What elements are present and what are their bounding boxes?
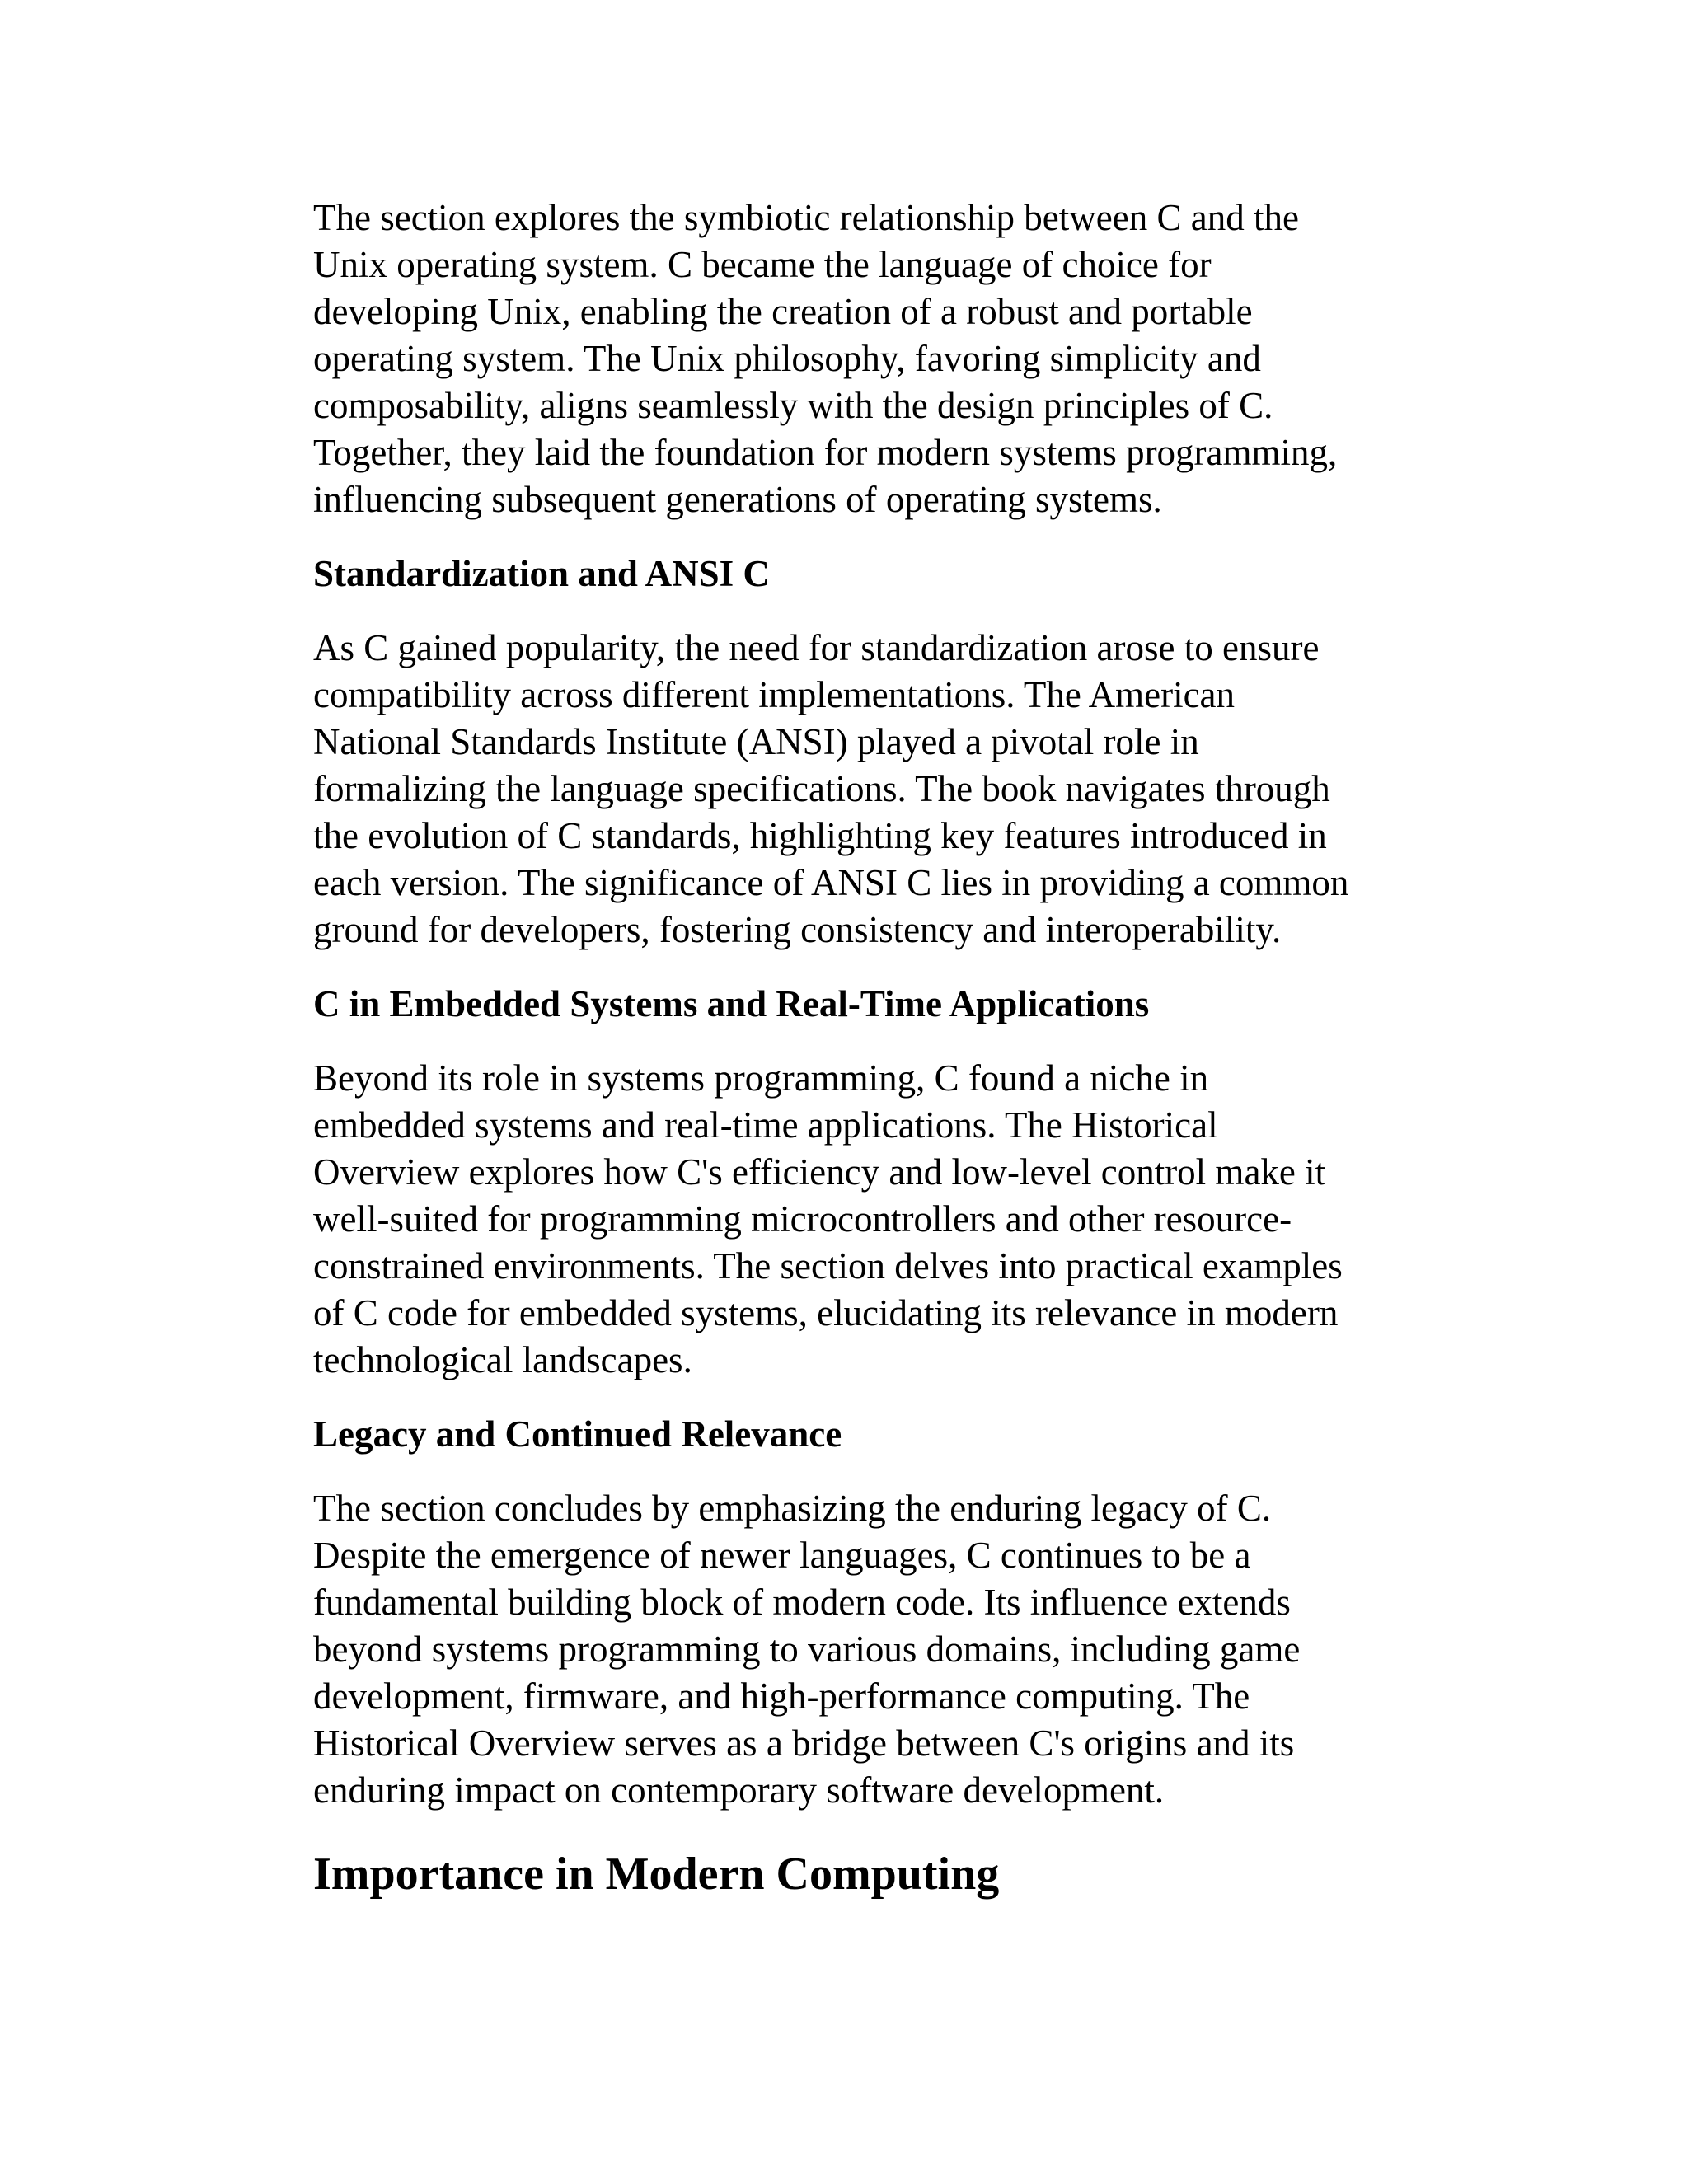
section-title-modern-computing: Importance in Modern Computing <box>313 1849 1000 1900</box>
heading-legacy: Legacy and Continued Relevance <box>313 1413 842 1455</box>
paragraph-unix-relationship: The section explores the symbiotic relationship between C and the Unix operating system. C became the language of choice for developing Unix, enabling the creation of a robust and portable operating system. The Unix philosophy, favoring simplicity and composability, aligns seamlessly with the design principles of C. Together, they laid the foundation for modern systems programming, influencing subsequent generations of operating systems. <box>313 197 1338 520</box>
paragraph-embedded-systems: Beyond its role in systems programming, C found a niche in embedded systems and real-time applications. The Historical Overview explores how C's efficiency and low-level control make it well-suited for programming microcontrollers and other resource- constrained environments. The section delves into practical examples of C code for embedded systems, elucidating its relevance in modern technological landscapes. <box>313 1057 1343 1380</box>
heading-embedded-systems: C in Embedded Systems and Real-Time Applications <box>313 983 1150 1024</box>
paragraph-legacy: The section concludes by emphasizing the enduring legacy of C. Despite the emergence of newer languages, C continues to be a fundamental building block of modern code. Its influence extends beyond systems programming to various domains, including game development, firmware, and high-performance computing. The Historical Overview serves as a bridge between C's origins and its enduring impact on contemporary software development. <box>313 1488 1301 1811</box>
heading-standardization: Standardization and ANSI C <box>313 553 770 594</box>
document-page <box>313 194 1467 1903</box>
paragraph-standardization: As C gained popularity, the need for standardization arose to ensure compatibility across different implementations. The American National Standards Institute (ANSI) played a pivotal role in formalizing the language specifications. The book navigates through the evolution of C standards, highlighting key features introduced in each version. The significance of ANSI C lies in providing a common ground for developers, fostering consistency and interoperability. <box>313 627 1349 950</box>
